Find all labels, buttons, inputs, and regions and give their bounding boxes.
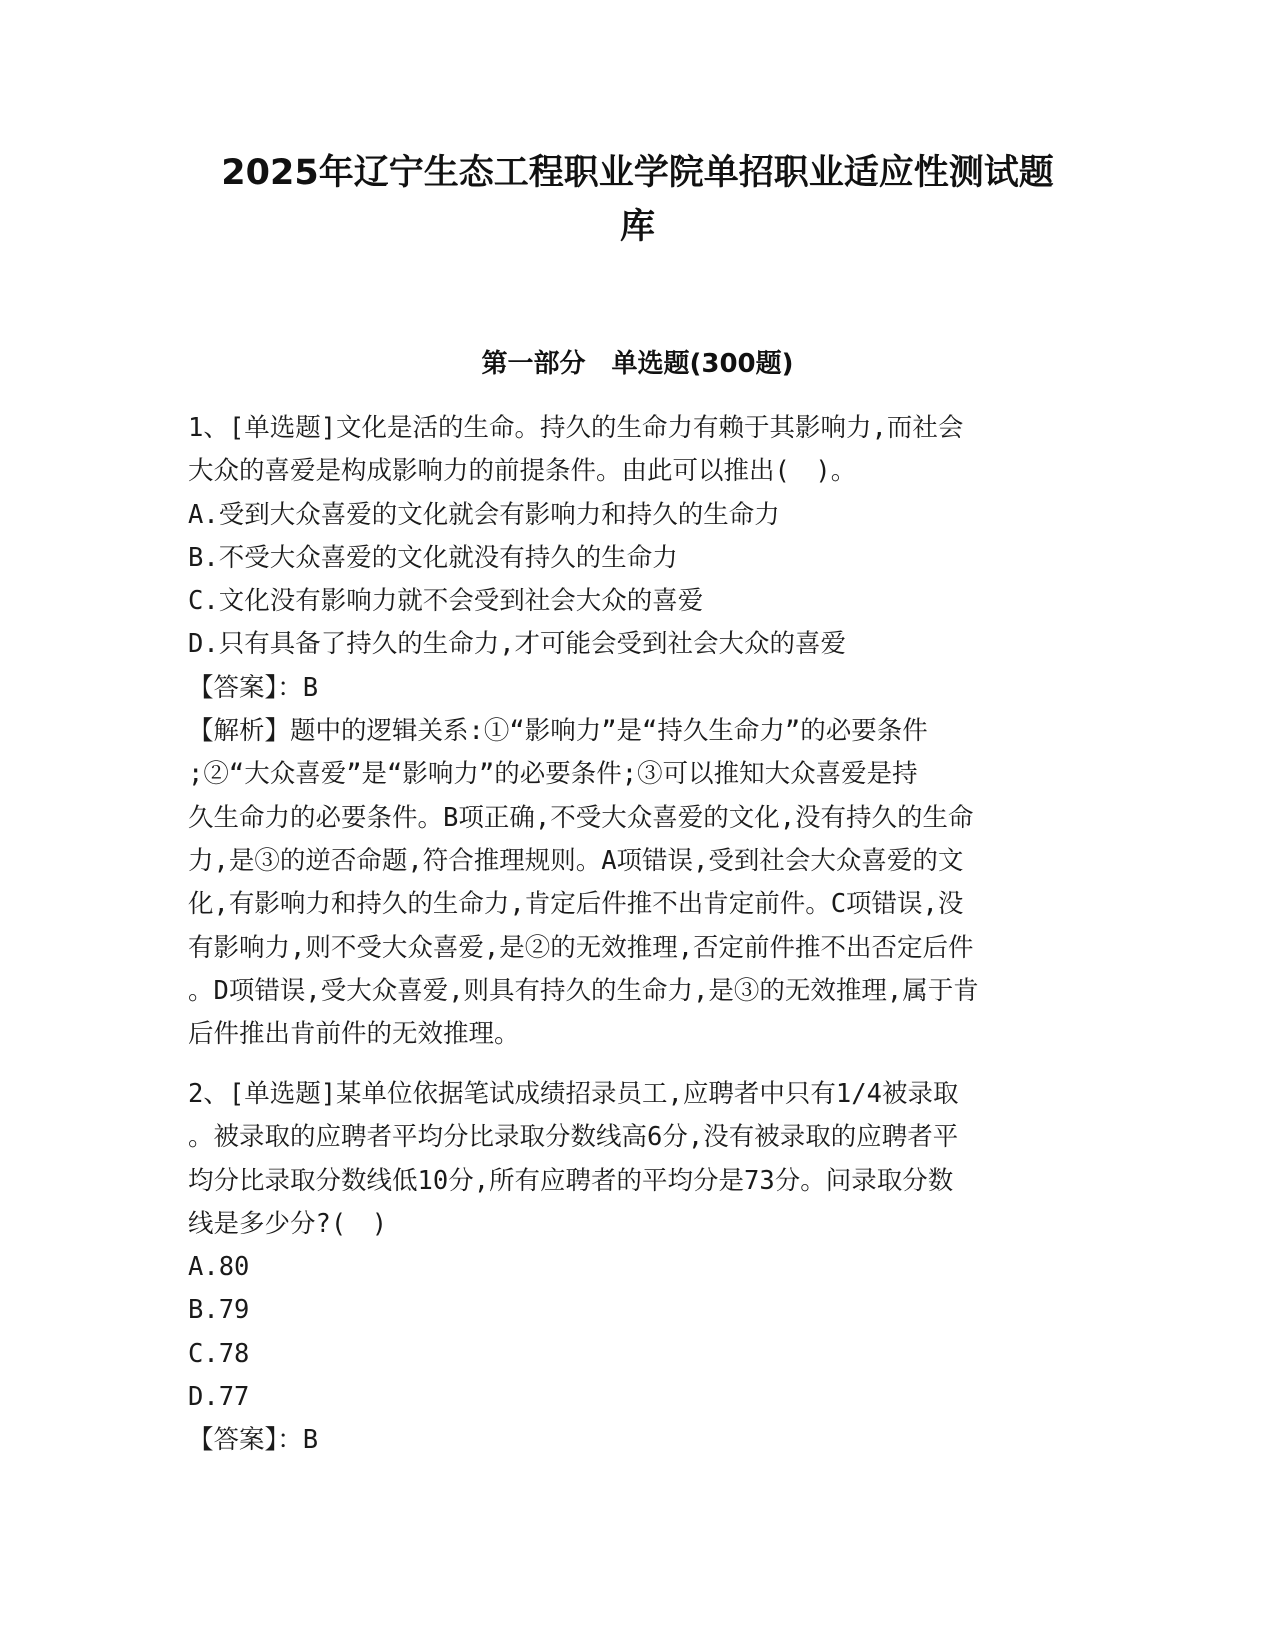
- analysis-line: 【解析】题中的逻辑关系:①“影响力”是“持久生命力”的必要条件: [188, 716, 928, 747]
- stem-line: 2、[单选题]某单位依据笔试成绩招录员工,应聘者中只有1/4被录取: [188, 1079, 959, 1109]
- analysis-line: 力,是③的逆否命题,符合推理规则。A项错误,受到社会大众喜爱的文: [188, 845, 964, 876]
- stem-line: 线是多少分?( ): [188, 1208, 388, 1239]
- stem-line: 1、[单选题]文化是活的生命。持久的生命力有赖于其影响力,而社会: [188, 413, 964, 443]
- option-c: C.78: [188, 1338, 250, 1369]
- answer-line: [188, 667, 1088, 710]
- answer-label: 【答案】: [188, 672, 278, 703]
- question-stem: [188, 407, 1088, 494]
- answer-label: 【答案】: [188, 1425, 278, 1456]
- option-a: A.受到大众喜爱的文化就会有影响力和持久的生命力: [188, 499, 780, 530]
- option-a: A.80: [188, 1252, 250, 1283]
- option-d: D.77: [188, 1382, 250, 1413]
- analysis-line: 。D项错误,受大众喜爱,则具有持久的生命力,是③的无效推理,属于肯: [188, 975, 979, 1006]
- stem-line: 均分比录取分数线低10分,所有应聘者的平均分是73分。问录取分数: [188, 1165, 954, 1196]
- analysis-line: 后件推出肯前件的无效推理。: [188, 1019, 520, 1050]
- option-d: D.只有具备了持久的生命力,才可能会受到社会大众的喜爱: [188, 629, 847, 660]
- question-1: [188, 407, 1088, 1056]
- answer-value: B: [302, 1425, 319, 1456]
- answer-value: B: [302, 672, 319, 703]
- document-title: [150, 146, 1125, 254]
- analysis-line: 有影响力,则不受大众喜爱,是②的无效推理,否定前件推不出否定后件: [188, 932, 974, 963]
- option-c: C.文化没有影响力就不会受到社会大众的喜爱: [188, 586, 704, 617]
- title-line-1: 2025年辽宁生态工程职业学院单招职业适应性测试题: [221, 153, 1054, 193]
- question-stem: [188, 1073, 1088, 1246]
- option-b: B.不受大众喜爱的文化就没有持久的生命力: [188, 542, 678, 573]
- stem-line: 。被录取的应聘者平均分比录取分数线高6分,没有被录取的应聘者平: [188, 1122, 959, 1153]
- option-b: B.79: [188, 1295, 250, 1326]
- option-list: [188, 494, 1088, 667]
- analysis-line: 化,有影响力和持久的生命力,肯定后件推不出肯定前件。C项错误,没: [188, 889, 964, 920]
- analysis: [188, 710, 1088, 1056]
- analysis-line: ;②“大众喜爱”是“影响力”的必要条件;③可以推知大众喜爱是持: [188, 759, 918, 790]
- option-list: [188, 1246, 1088, 1419]
- answer-separator: ：: [277, 1425, 303, 1456]
- question-2: [188, 1073, 1088, 1463]
- stem-line: 大众的喜爱是构成影响力的前提条件。由此可以推出( )。: [188, 456, 857, 487]
- title-line-2: 库: [619, 207, 655, 247]
- section-heading: 第一部分 单选题(300题): [481, 349, 794, 379]
- answer-line: [188, 1419, 1088, 1462]
- analysis-line: 久生命力的必要条件。B项正确,不受大众喜爱的文化,没有持久的生命: [188, 802, 974, 833]
- answer-separator: ：: [277, 672, 303, 703]
